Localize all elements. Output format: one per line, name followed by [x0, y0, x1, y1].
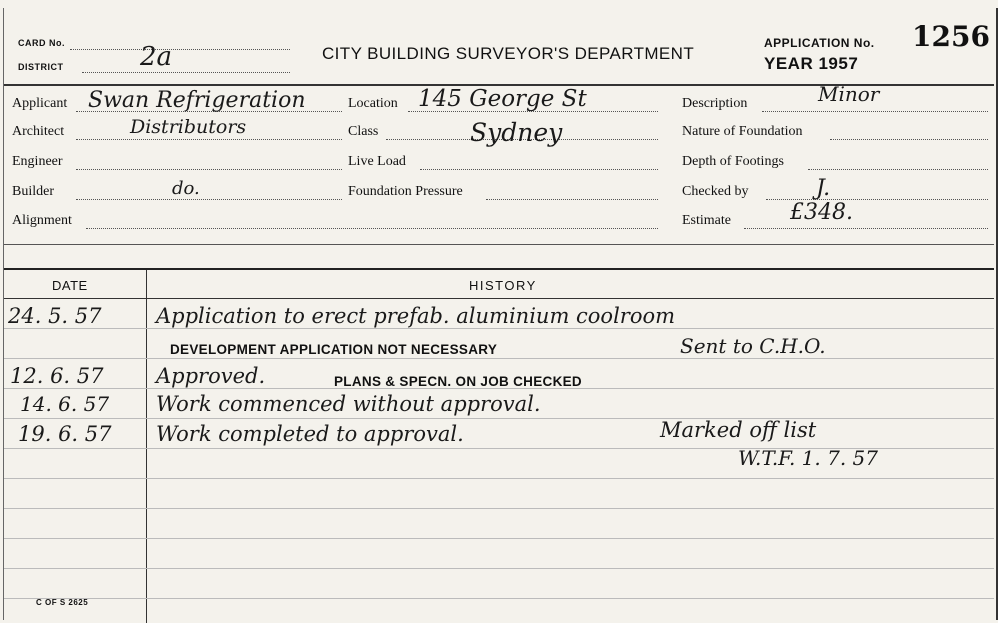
applicant-value: Swan Refrigeration — [88, 88, 306, 113]
history-ruled-line — [4, 418, 994, 419]
architect-label: Architect — [12, 124, 65, 139]
history-ruled-line — [4, 328, 994, 329]
card-no-label: CARD No. — [18, 38, 65, 48]
estimate-value: £348. — [790, 200, 853, 225]
estimate-label: Estimate — [682, 213, 731, 228]
description-label: Description — [682, 96, 748, 111]
entry-2-note: Sent to C.H.O. — [680, 334, 826, 358]
entry-4-text: Work commenced without approval. — [156, 392, 541, 416]
fields-divider — [4, 244, 994, 245]
entry-1-date: 24. 5. 57 — [8, 304, 102, 328]
engineer-label: Engineer — [12, 154, 63, 169]
checked-label: Checked by — [682, 184, 749, 199]
suburb-value: Sydney — [470, 118, 563, 147]
entry-6-note: W.T.F. 1. 7. 57 — [738, 446, 878, 470]
history-ruled-line — [4, 568, 994, 569]
estimate-line — [744, 228, 988, 229]
nature-line — [830, 139, 988, 140]
description-line — [762, 111, 988, 112]
district-value: 2a — [140, 42, 173, 72]
application-no-label: APPLICATION No. — [764, 36, 875, 50]
foundation-pressure-line — [486, 199, 658, 200]
history-ruled-line — [4, 358, 994, 359]
architect-line — [76, 139, 342, 140]
entry-4-date: 14. 6. 57 — [20, 392, 110, 416]
architect-value: Distributors — [130, 116, 247, 138]
entry-3-stamp: PLANS & SPECN. ON JOB CHECKED — [334, 374, 582, 389]
nature-label: Nature of Foundation — [682, 124, 803, 139]
depth-label: Depth of Footings — [682, 154, 784, 169]
date-header: DATE — [52, 278, 88, 293]
history-header-rule — [4, 298, 994, 299]
district-line — [82, 72, 290, 73]
history-ruled-line — [4, 478, 994, 479]
entry-5-date: 19. 6. 57 — [18, 422, 112, 446]
entry-2-stamp: DEVELOPMENT APPLICATION NOT NECESSARY — [170, 342, 498, 357]
department-title: CITY BUILDING SURVEYOR'S DEPARTMENT — [322, 44, 695, 63]
entry-1-text: Application to erect prefab. aluminium coolroom — [156, 304, 676, 328]
description-value: Minor — [818, 82, 880, 106]
history-ruled-line — [4, 598, 994, 599]
form-code: C OF S 2625 — [36, 598, 89, 607]
engineer-line — [76, 169, 342, 170]
builder-line — [76, 199, 342, 200]
location-label: Location — [348, 96, 398, 111]
foundation-pressure-label: Foundation Pressure — [348, 184, 463, 199]
location-value: 145 George St — [418, 86, 587, 112]
card-no-line — [70, 49, 290, 50]
class-label: Class — [348, 124, 379, 139]
live-load-label: Live Load — [348, 154, 406, 169]
checked-value: J. — [816, 176, 831, 201]
applicant-label: Applicant — [12, 96, 68, 111]
entry-3-date: 12. 6. 57 — [10, 364, 104, 388]
entry-5-text: Work completed to approval. — [156, 422, 464, 446]
depth-line — [808, 169, 988, 170]
builder-value: do. — [172, 178, 200, 199]
year-label: YEAR 1957 — [764, 54, 859, 73]
live-load-line — [420, 169, 658, 170]
history-header: HISTORY — [469, 278, 537, 293]
builder-label: Builder — [12, 184, 54, 199]
date-column-divider — [146, 270, 147, 623]
district-label: DISTRICT — [18, 62, 64, 72]
entry-3-text: Approved. — [156, 364, 266, 388]
alignment-line — [86, 228, 658, 229]
entry-5-note: Marked off list — [660, 418, 817, 442]
history-ruled-line — [4, 508, 994, 509]
history-top-rule — [4, 268, 994, 270]
application-no: 1256 — [912, 20, 990, 53]
history-ruled-line — [4, 538, 994, 539]
alignment-label: Alignment — [12, 213, 72, 228]
